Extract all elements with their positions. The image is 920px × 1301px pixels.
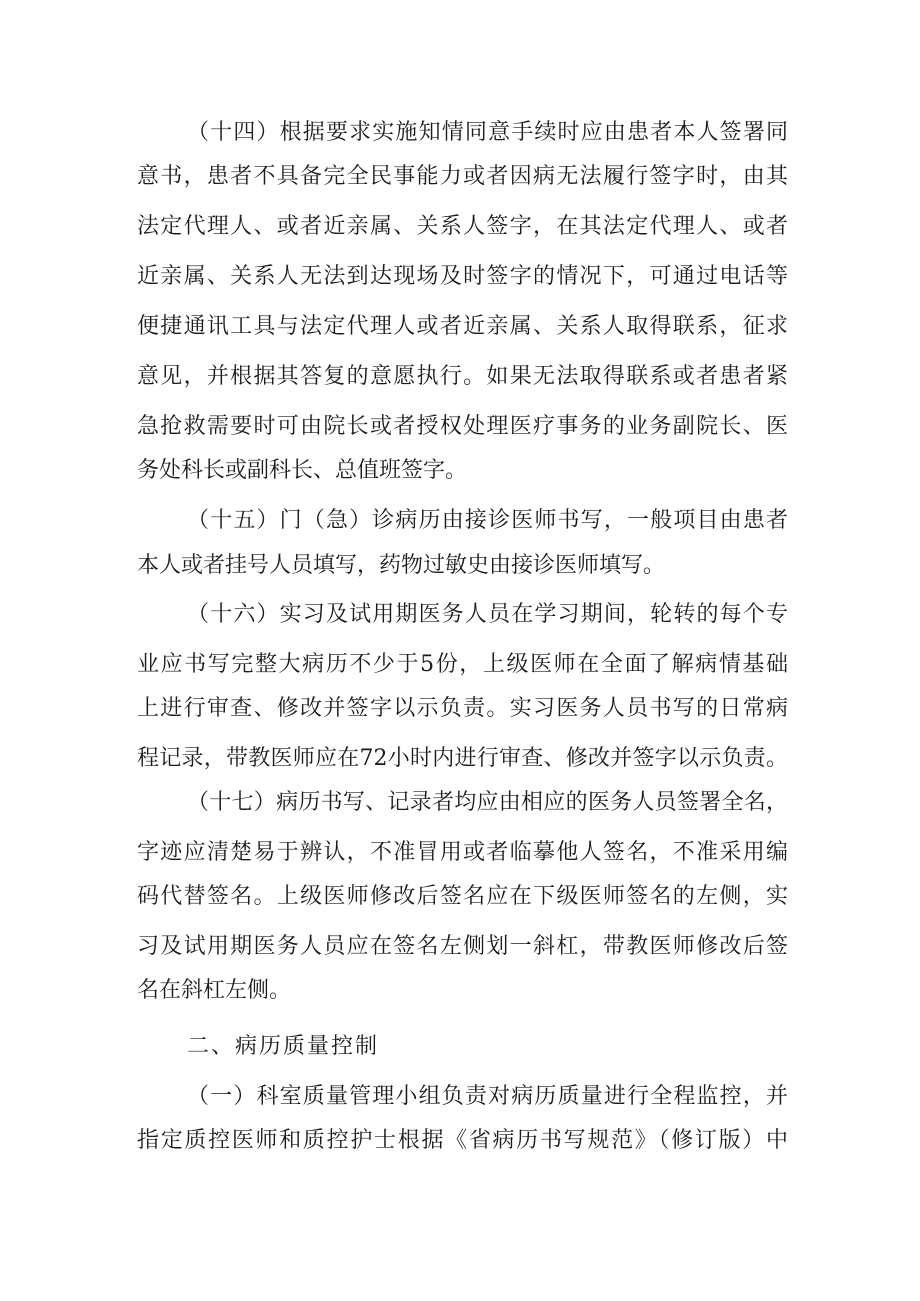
text-line: 急抢救需要时可由院长或者授权处理医疗事务的业务副院长、医 xyxy=(137,414,788,439)
section-heading: 二、病历质量控制 xyxy=(187,1034,380,1059)
text-line: 上进行审查、修改并签字以示负责。实习医务人员书写的日常病 xyxy=(137,696,788,721)
text-line: 意见，并根据其答复的意愿执行。如果无法取得联系或者患者紧 xyxy=(137,364,788,389)
text-line: 便捷通讯工具与法定代理人或者近亲属、关系人取得联系，征求 xyxy=(137,314,788,339)
text-line: （十七）病历书写、记录者均应由相应的医务人员签署全名， xyxy=(187,790,788,815)
text-line: 名在斜杠左侧。 xyxy=(137,978,292,1003)
text-line: （十四）根据要求实施知情同意手续时应由患者本人签署同 xyxy=(187,120,788,145)
text-line: 近亲属、关系人无法到达现场及时签字的情况下，可通过电话等 xyxy=(137,264,788,289)
text-line: 意书，患者不具备完全民事能力或者因病无法履行签字时，由其 xyxy=(137,164,788,189)
text-line: 字迹应清楚易于辨认，不准冒用或者临摹他人签名，不准采用编 xyxy=(137,840,788,865)
text-line: 指定质控医师和质控护士根据《省病历书写规范》（修订版）中 xyxy=(137,1128,788,1153)
text-line: 业应书写完整大病历不少于5份，上级医师在全面了解病情基础 xyxy=(137,652,788,677)
text-line: 法定代理人、或者近亲属、关系人签字，在其法定代理人、或者 xyxy=(137,214,788,239)
text-line: （一）科室质量管理小组负责对病历质量进行全程监控，并 xyxy=(187,1084,788,1109)
text-line: 程记录，带教医师应在72小时内进行审查、修改并签字以示负责。 xyxy=(137,746,788,771)
text-line: 务处科长或副科长、总值班签字。 xyxy=(137,458,468,483)
text-line: （十六）实习及试用期医务人员在学习期间，轮转的每个专 xyxy=(187,602,788,627)
text-line: 习及试用期医务人员应在签名左侧划一斜杠，带教医师修改后签 xyxy=(137,934,788,959)
text-line: 码代替签名。上级医师修改后签名应在下级医师签名的左侧，实 xyxy=(137,884,788,909)
text-line: （十五）门（急）诊病历由接诊医师书写，一般项目由患者 xyxy=(187,508,788,533)
text-line: 本人或者挂号人员填写，药物过敏史由接诊医师填写。 xyxy=(137,553,666,578)
